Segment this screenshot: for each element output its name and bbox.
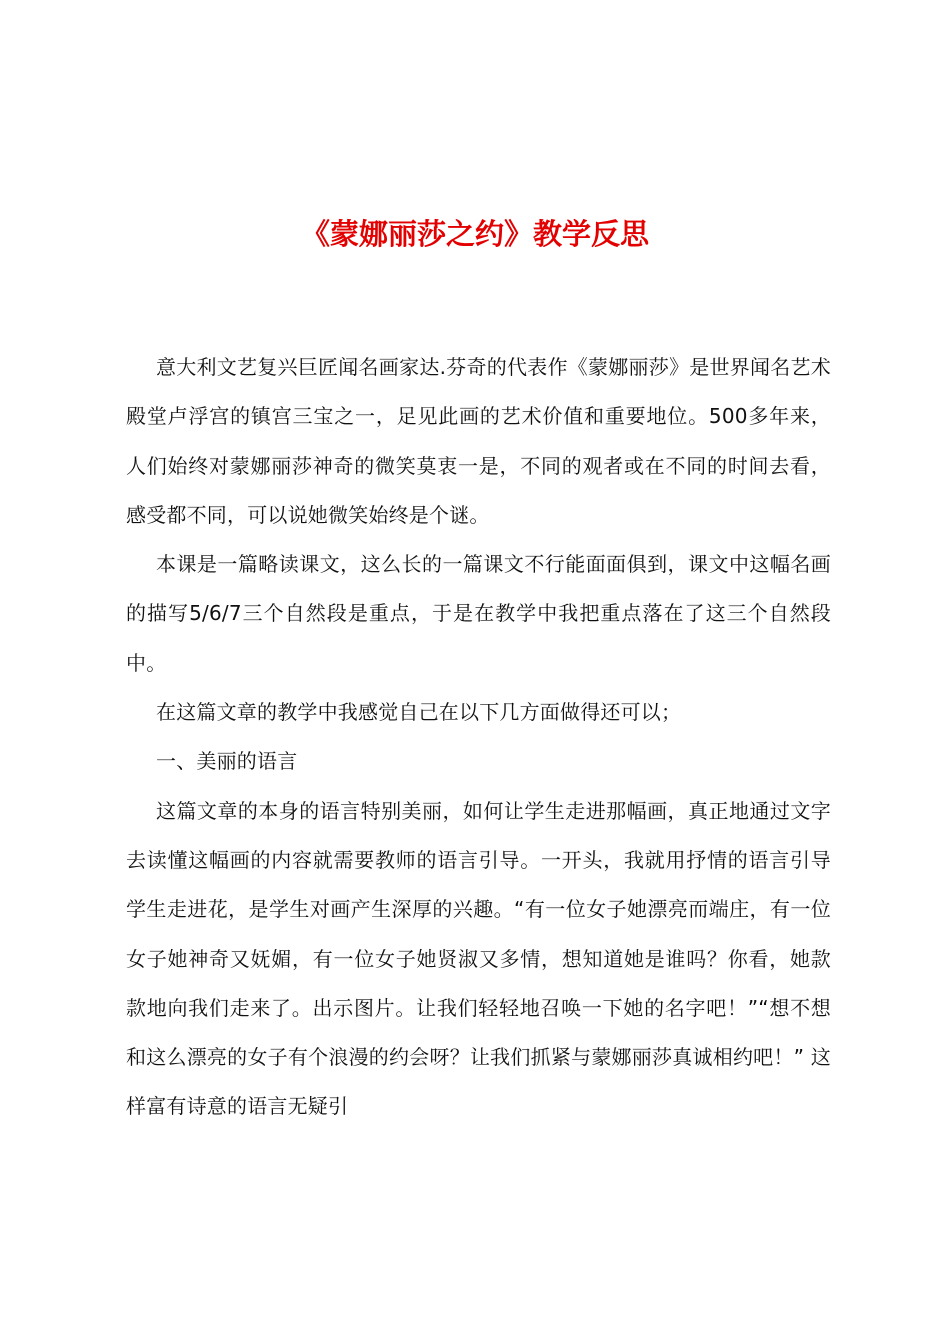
paragraph-self-assessment: 在这篇文章的教学中我感觉自己在以下几方面做得还可以；: [156, 700, 682, 725]
section-heading-beautiful-language: 一、美丽的语言: [156, 749, 298, 774]
document-title: 《蒙娜丽莎之约》教学反思: [300, 217, 649, 251]
paragraph-intro: 意大利文艺复兴巨匠闻名画家达.芬奇的代表作《蒙娜丽莎》是世界闻名艺术殿堂卢浮宫的镇宫三宝之一，足见此画的艺术价值和重要地位。500多年来，人们始终对蒙娜丽莎神奇的微笑莫衷一是，不同的观者或在不同的时间去看，感受都不同，可以说她微笑始终是个谜。: [126, 355, 831, 527]
paragraph-lesson-focus: 本课是一篇略读课文，这么长的一篇课文不行能面面俱到，课文中这幅名画的描写5/6/7三个自然段是重点，于是在教学中我把重点落在了这三个自然段中。: [126, 552, 831, 675]
paragraph-language-guidance: 这篇文章的本身的语言特别美丽，如何让学生走进那幅画，真正地通过文字去读懂这幅画的内容就需要教师的语言引导。一开头，我就用抒情的语言引导学生走进花，是学生对画产生深厚的兴趣。“有一位女子她漂亮而端庄，有一位女子她神奇又妩媚，有一位女子她贤淑又多情，想知道她是谁吗？你看，她款款地向我们走来了。出示图片。让我们轻轻地召唤一下她的名字吧！”“想不想和这么漂亮的女子有个浪漫的约会呀？让我们抓紧与蒙娜丽莎真诚相约吧！” 这样富有诗意的语言无疑引: [126, 798, 831, 1119]
document-body: [126, 343, 831, 1132]
